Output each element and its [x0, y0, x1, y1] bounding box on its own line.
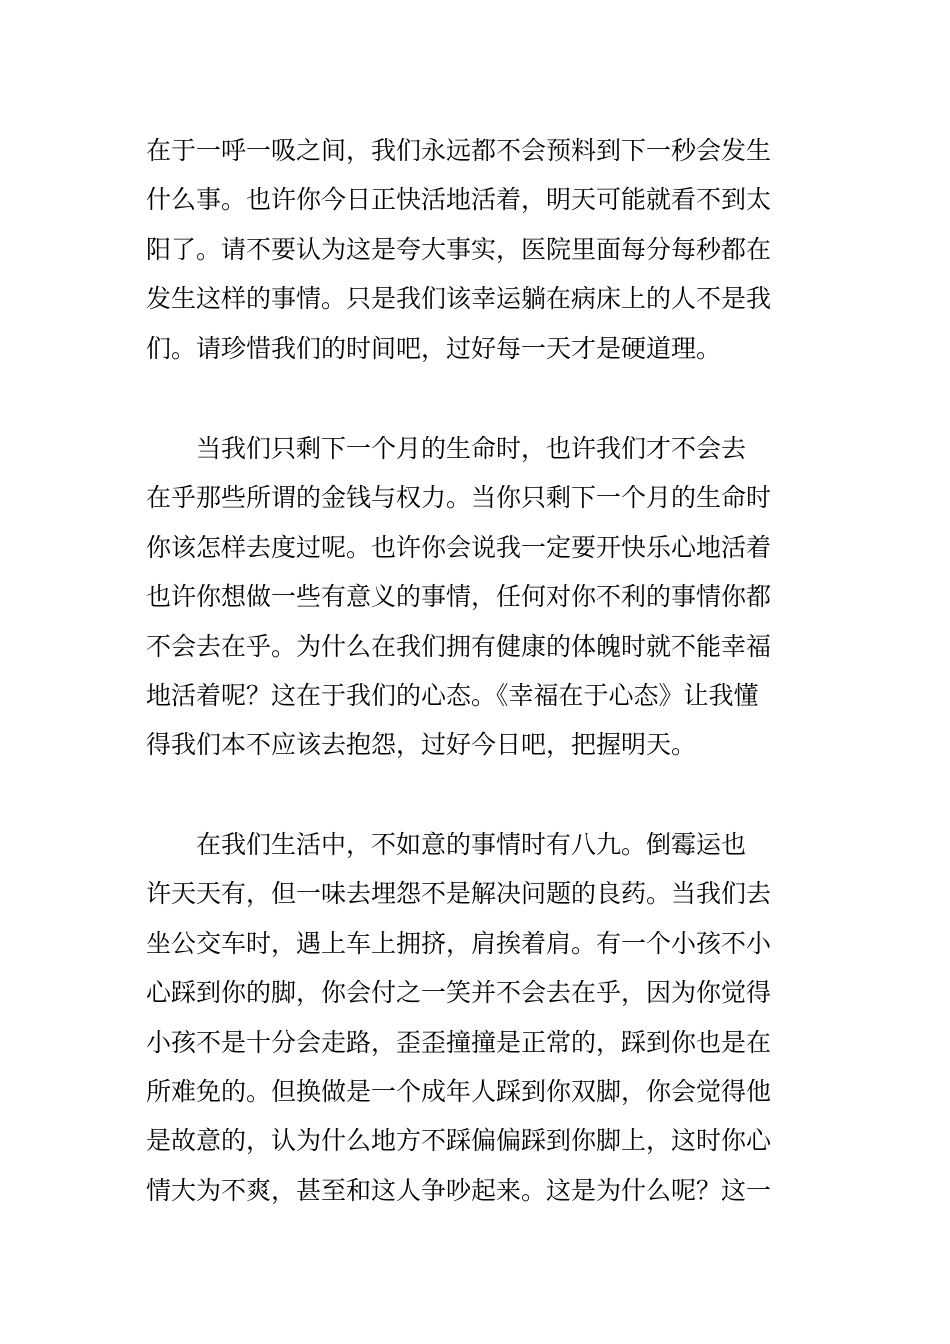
text-line: 小孩不是十分会走路，歪歪撞撞是正常的，踩到你也是在 [146, 1027, 772, 1057]
text-line: 心踩到你的脚，你会付之一笑并不会去在乎，因为你觉得 [146, 978, 772, 1008]
text-line: 当我们只剩下一个月的生命时，也许我们才不会去 [146, 434, 747, 463]
text-line: 不会去在乎。为什么在我们拥有健康的体魄时就不能幸福 [146, 631, 772, 661]
text-line: 阳了。请不要认为这是夸大事实，医院里面每分每秒都在 [146, 234, 772, 264]
text-line: 许天天有，但一味去埋怨不是解决问题的良药。当我们去 [146, 879, 772, 909]
text-line: 坐公交车时，遇上车上拥挤，肩挨着肩。有一个小孩不小 [146, 928, 772, 958]
paragraph-1 [146, 126, 806, 373]
text-line: 在乎那些所谓的金钱与权力。当你只剩下一个月的生命时 [146, 483, 772, 513]
text-line: 发生这样的事情。只是我们该幸运躺在病床上的人不是我 [146, 284, 772, 314]
text-line: 在于一呼一吸之间，我们永远都不会预料到下一秒会发生 [146, 136, 772, 165]
text-line: 地活着呢？这在于我们的心态。《幸福在于心态》让我懂 [146, 680, 759, 710]
text-line: 是故意的，认为什么地方不踩偏偏踩到你脚上，这时你心 [146, 1126, 772, 1156]
text-line: 情大为不爽，甚至和这人争吵起来。这是为什么呢？这一 [146, 1175, 772, 1205]
text-line: 也许你想做一些有意义的事情，任何对你不利的事情你都 [146, 582, 772, 612]
paragraph-2 [146, 424, 806, 770]
paragraph-3 [146, 820, 806, 1215]
text-line: 得我们本不应该去抱怨，过好今日吧，把握明天。 [146, 730, 697, 760]
text-line: 在我们生活中，不如意的事情时有八九。倒霉运也 [146, 830, 747, 859]
text-line: 你该怎样去度过呢。也许你会说我一定要开快乐心地活着 [146, 532, 772, 562]
text-line: 们。请珍惜我们的时间吧，过好每一天才是硬道理。 [146, 333, 722, 363]
text-line: 所难免的。但换做是一个成年人踩到你双脚，你会觉得他 [146, 1076, 772, 1106]
text-line: 什么事。也许你今日正快活地活着，明天可能就看不到太 [146, 185, 772, 215]
